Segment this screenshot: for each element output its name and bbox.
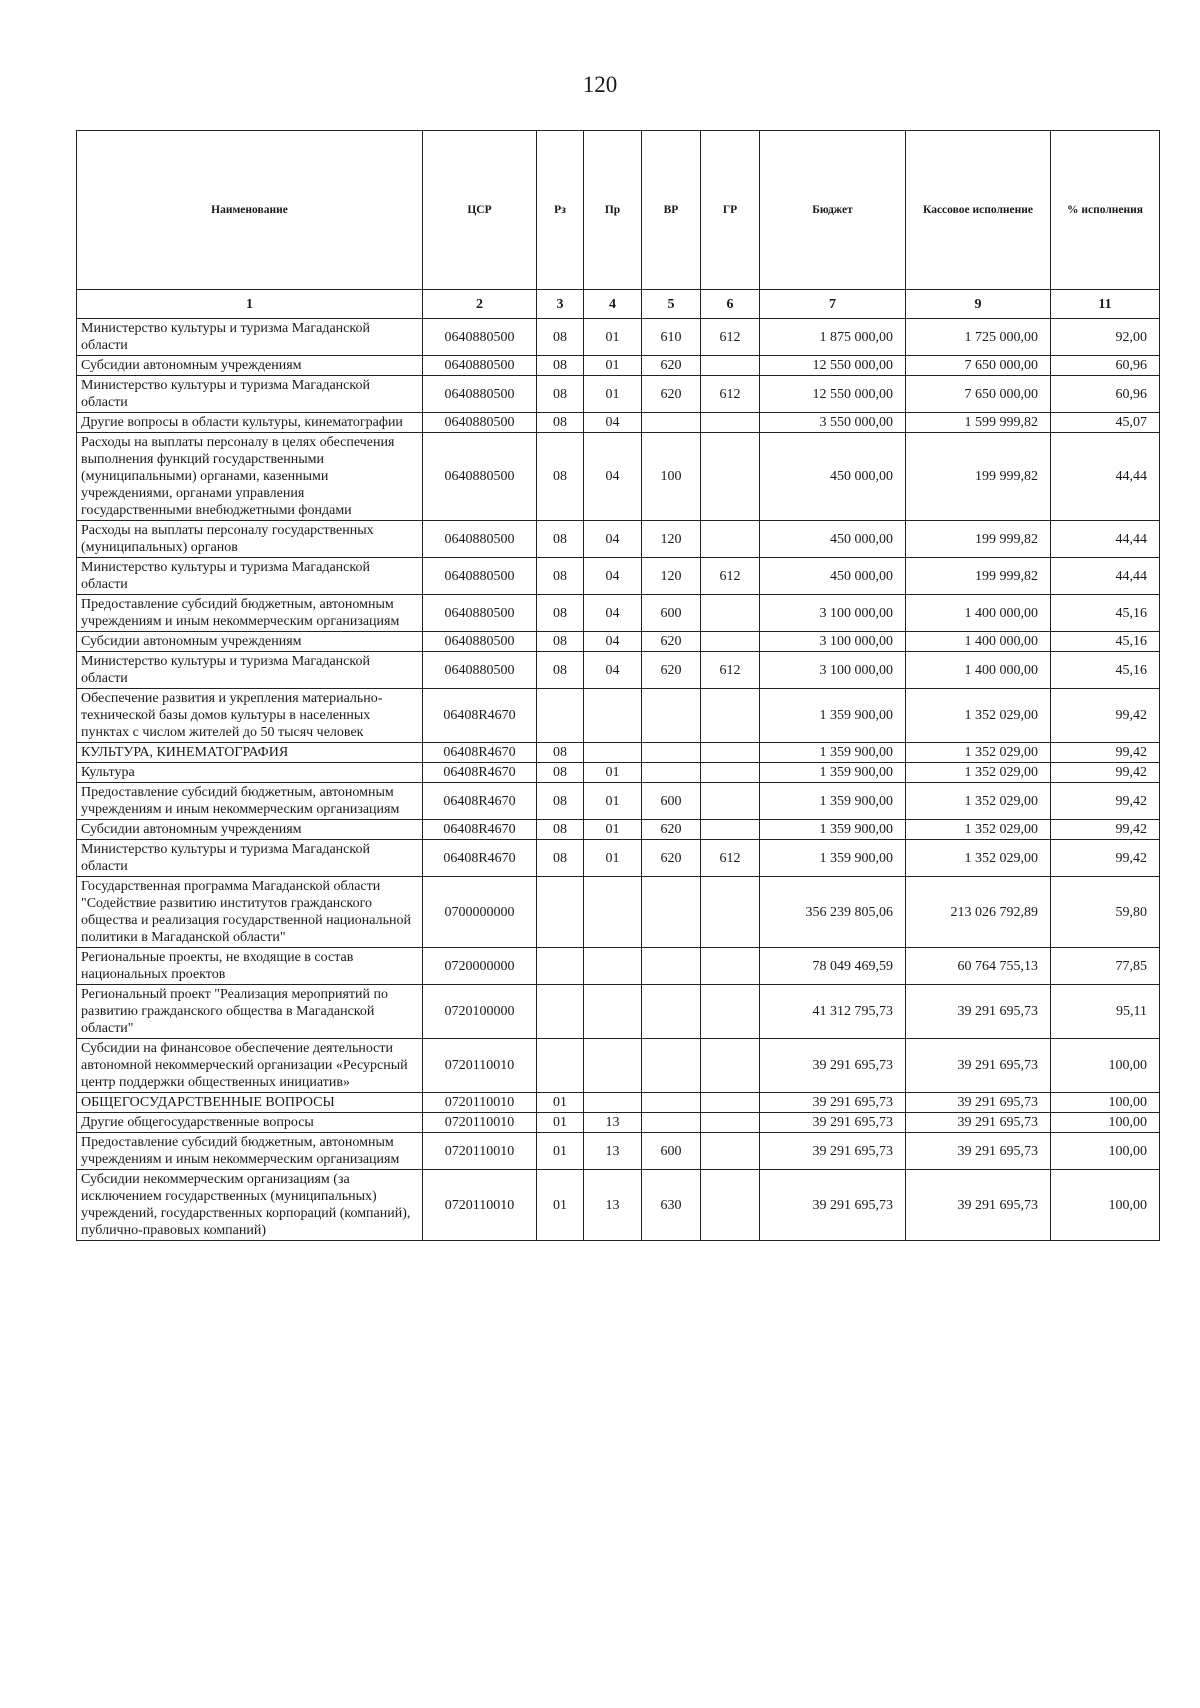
row-name: Обеспечение развития и укрепления материально-технической базы домов культуры в населенных пунктах с числом жителей до 50 тысяч человек [77, 689, 423, 743]
header-name: Наименование [77, 131, 423, 290]
row-gr [701, 985, 760, 1039]
row-vr: 620 [642, 376, 701, 413]
row-name: ОБЩЕГОСУДАРСТВЕННЫЕ ВОПРОСЫ [77, 1093, 423, 1113]
row-gr [701, 743, 760, 763]
row-pct: 45,16 [1051, 652, 1160, 689]
row-vr: 600 [642, 595, 701, 632]
row-pr [584, 743, 642, 763]
row-pct: 44,44 [1051, 433, 1160, 521]
row-pr [584, 1039, 642, 1093]
row-budget: 1 359 900,00 [760, 820, 906, 840]
row-cash: 199 999,82 [906, 521, 1051, 558]
row-cash: 213 026 792,89 [906, 877, 1051, 948]
table-row [77, 433, 1160, 521]
row-csr: 06408R4670 [423, 820, 537, 840]
row-budget: 39 291 695,73 [760, 1093, 906, 1113]
table-row [77, 1093, 1160, 1113]
row-name: Другие общегосударственные вопросы [77, 1113, 423, 1133]
table-row [77, 558, 1160, 595]
row-csr: 0640880500 [423, 376, 537, 413]
row-rz [537, 985, 584, 1039]
row-gr: 612 [701, 319, 760, 356]
row-cash: 1 352 029,00 [906, 840, 1051, 877]
row-pct: 99,42 [1051, 689, 1160, 743]
row-vr [642, 763, 701, 783]
row-csr: 06408R4670 [423, 840, 537, 877]
table-row [77, 376, 1160, 413]
row-pr: 01 [584, 763, 642, 783]
row-budget: 3 550 000,00 [760, 413, 906, 433]
row-vr [642, 1113, 701, 1133]
row-gr: 612 [701, 558, 760, 595]
column-number: 4 [584, 290, 642, 319]
column-number-row [77, 290, 1160, 319]
table-row [77, 632, 1160, 652]
row-pct: 100,00 [1051, 1170, 1160, 1241]
table-body [77, 319, 1160, 1241]
row-csr: 0640880500 [423, 319, 537, 356]
row-pr: 01 [584, 356, 642, 376]
row-budget: 1 359 900,00 [760, 763, 906, 783]
row-rz: 08 [537, 319, 584, 356]
row-vr: 610 [642, 319, 701, 356]
row-budget: 1 359 900,00 [760, 689, 906, 743]
row-pr [584, 1093, 642, 1113]
row-budget: 39 291 695,73 [760, 1133, 906, 1170]
row-rz: 08 [537, 820, 584, 840]
row-vr [642, 743, 701, 763]
table-row [77, 1133, 1160, 1170]
row-gr [701, 689, 760, 743]
row-csr: 0640880500 [423, 632, 537, 652]
row-pct: 45,07 [1051, 413, 1160, 433]
row-name: Предоставление субсидий бюджетным, автономным учреждениям и иным некоммерческим организациям [77, 1133, 423, 1170]
row-budget: 12 550 000,00 [760, 356, 906, 376]
table-row [77, 413, 1160, 433]
row-budget: 3 100 000,00 [760, 632, 906, 652]
row-budget: 12 550 000,00 [760, 376, 906, 413]
row-vr: 620 [642, 652, 701, 689]
header-gr: ГР [701, 131, 760, 290]
row-budget: 39 291 695,73 [760, 1170, 906, 1241]
row-name: Государственная программа Магаданской области "Содействие развитию институтов гражданского общества и реализация государственной национальной политики в Магаданской области" [77, 877, 423, 948]
row-gr [701, 632, 760, 652]
row-csr: 06408R4670 [423, 783, 537, 820]
row-budget: 1 359 900,00 [760, 840, 906, 877]
row-csr: 0700000000 [423, 877, 537, 948]
row-vr [642, 948, 701, 985]
row-budget: 3 100 000,00 [760, 652, 906, 689]
table-row [77, 1170, 1160, 1241]
row-name: Министерство культуры и туризма Магаданской области [77, 376, 423, 413]
column-number: 2 [423, 290, 537, 319]
row-cash: 1 352 029,00 [906, 743, 1051, 763]
table-row [77, 763, 1160, 783]
row-name: Региональный проект "Реализация мероприятий по развитию гражданского общества в Магаданской области" [77, 985, 423, 1039]
row-budget: 41 312 795,73 [760, 985, 906, 1039]
row-name: Расходы на выплаты персоналу в целях обеспечения выполнения функций государственными (муниципальными) органами, казенными учреждениями, органами управления государственными внебюджетными фондами [77, 433, 423, 521]
row-cash: 1 352 029,00 [906, 689, 1051, 743]
row-rz [537, 1039, 584, 1093]
row-rz: 08 [537, 521, 584, 558]
row-rz: 08 [537, 376, 584, 413]
row-rz: 08 [537, 763, 584, 783]
row-csr: 0720100000 [423, 985, 537, 1039]
row-pr [584, 985, 642, 1039]
row-rz: 08 [537, 433, 584, 521]
row-pr: 13 [584, 1113, 642, 1133]
row-name: Субсидии автономным учреждениям [77, 632, 423, 652]
row-pr: 04 [584, 433, 642, 521]
row-rz: 01 [537, 1133, 584, 1170]
row-rz: 01 [537, 1170, 584, 1241]
table-row [77, 521, 1160, 558]
row-pct: 44,44 [1051, 521, 1160, 558]
row-vr [642, 877, 701, 948]
table-row [77, 783, 1160, 820]
header-rz: Рз [537, 131, 584, 290]
row-gr [701, 820, 760, 840]
row-csr: 0720110010 [423, 1133, 537, 1170]
row-pct: 100,00 [1051, 1113, 1160, 1133]
row-name: Субсидии некоммерческим организациям (за исключением государственных (муниципальных) учреждений, государственных корпораций (компаний), публично-правовых компаний) [77, 1170, 423, 1241]
row-cash: 1 400 000,00 [906, 632, 1051, 652]
row-vr: 600 [642, 1133, 701, 1170]
row-cash: 39 291 695,73 [906, 1039, 1051, 1093]
row-name: Региональные проекты, не входящие в состав национальных проектов [77, 948, 423, 985]
row-gr [701, 877, 760, 948]
row-pr: 04 [584, 652, 642, 689]
row-gr [701, 763, 760, 783]
table-row [77, 689, 1160, 743]
row-rz: 08 [537, 783, 584, 820]
row-pct: 45,16 [1051, 632, 1160, 652]
header-cash: Кассовое исполнение [906, 131, 1051, 290]
row-vr: 620 [642, 840, 701, 877]
row-rz: 08 [537, 652, 584, 689]
row-pr: 01 [584, 820, 642, 840]
row-csr: 06408R4670 [423, 743, 537, 763]
row-pct: 100,00 [1051, 1133, 1160, 1170]
column-number: 1 [77, 290, 423, 319]
row-pct: 60,96 [1051, 376, 1160, 413]
row-name: Министерство культуры и туризма Магаданской области [77, 319, 423, 356]
row-budget: 1 359 900,00 [760, 783, 906, 820]
row-name: Субсидии автономным учреждениям [77, 820, 423, 840]
row-csr: 0640880500 [423, 433, 537, 521]
row-pr: 04 [584, 413, 642, 433]
column-number: 6 [701, 290, 760, 319]
row-budget: 450 000,00 [760, 521, 906, 558]
row-rz: 01 [537, 1093, 584, 1113]
table-row [77, 595, 1160, 632]
row-pct: 92,00 [1051, 319, 1160, 356]
row-pct: 45,16 [1051, 595, 1160, 632]
row-csr: 0720110010 [423, 1093, 537, 1113]
row-gr [701, 356, 760, 376]
row-name: Другие вопросы в области культуры, кинематографии [77, 413, 423, 433]
row-pr: 01 [584, 783, 642, 820]
row-name: Министерство культуры и туризма Магаданской области [77, 558, 423, 595]
row-cash: 39 291 695,73 [906, 1093, 1051, 1113]
table-row [77, 985, 1160, 1039]
row-pr: 01 [584, 319, 642, 356]
row-vr: 620 [642, 820, 701, 840]
table-row [77, 319, 1160, 356]
row-gr: 612 [701, 840, 760, 877]
row-vr: 620 [642, 632, 701, 652]
row-gr [701, 595, 760, 632]
table-row [77, 743, 1160, 763]
row-budget: 356 239 805,06 [760, 877, 906, 948]
row-name: Министерство культуры и туризма Магаданской области [77, 840, 423, 877]
row-vr: 630 [642, 1170, 701, 1241]
row-vr [642, 1093, 701, 1113]
column-number: 9 [906, 290, 1051, 319]
row-rz: 08 [537, 743, 584, 763]
row-name: Предоставление субсидий бюджетным, автономным учреждениям и иным некоммерческим организациям [77, 595, 423, 632]
row-csr: 0720110010 [423, 1039, 537, 1093]
row-rz [537, 948, 584, 985]
row-budget: 450 000,00 [760, 558, 906, 595]
row-pr: 04 [584, 632, 642, 652]
row-pct: 100,00 [1051, 1039, 1160, 1093]
row-cash: 199 999,82 [906, 433, 1051, 521]
row-csr: 0640880500 [423, 558, 537, 595]
row-cash: 1 352 029,00 [906, 820, 1051, 840]
row-cash: 39 291 695,73 [906, 1170, 1051, 1241]
row-vr [642, 1039, 701, 1093]
row-gr [701, 521, 760, 558]
row-csr: 0640880500 [423, 413, 537, 433]
row-pct: 95,11 [1051, 985, 1160, 1039]
row-pct: 44,44 [1051, 558, 1160, 595]
table-row [77, 652, 1160, 689]
row-cash: 1 400 000,00 [906, 652, 1051, 689]
row-gr [701, 433, 760, 521]
row-pct: 99,42 [1051, 743, 1160, 763]
row-pct: 99,42 [1051, 820, 1160, 840]
row-gr [701, 1113, 760, 1133]
row-cash: 199 999,82 [906, 558, 1051, 595]
row-vr [642, 985, 701, 1039]
table-row [77, 948, 1160, 985]
row-name: Предоставление субсидий бюджетным, автономным учреждениям и иным некоммерческим организациям [77, 783, 423, 820]
row-gr: 612 [701, 652, 760, 689]
table-row [77, 1113, 1160, 1133]
row-budget: 39 291 695,73 [760, 1039, 906, 1093]
header-row [77, 131, 1160, 290]
row-cash: 7 650 000,00 [906, 376, 1051, 413]
row-gr [701, 1133, 760, 1170]
row-rz: 08 [537, 840, 584, 877]
row-pct: 60,96 [1051, 356, 1160, 376]
row-cash: 39 291 695,73 [906, 1113, 1051, 1133]
row-gr [701, 1170, 760, 1241]
row-gr [701, 948, 760, 985]
row-pct: 99,42 [1051, 763, 1160, 783]
page-number: 120 [582, 72, 618, 97]
row-cash: 1 400 000,00 [906, 595, 1051, 632]
row-budget: 1 359 900,00 [760, 743, 906, 763]
row-cash: 1 599 999,82 [906, 413, 1051, 433]
row-vr [642, 413, 701, 433]
table-row [77, 877, 1160, 948]
row-cash: 39 291 695,73 [906, 985, 1051, 1039]
row-name: Министерство культуры и туризма Магаданской области [77, 652, 423, 689]
row-csr: 06408R4670 [423, 689, 537, 743]
column-number: 7 [760, 290, 906, 319]
row-vr: 600 [642, 783, 701, 820]
row-gr [701, 1039, 760, 1093]
row-pr: 13 [584, 1170, 642, 1241]
row-budget: 78 049 469,59 [760, 948, 906, 985]
row-pct: 99,42 [1051, 783, 1160, 820]
row-vr [642, 689, 701, 743]
row-name: Культура [77, 763, 423, 783]
row-csr: 0720110010 [423, 1113, 537, 1133]
row-rz: 01 [537, 1113, 584, 1133]
row-vr: 100 [642, 433, 701, 521]
table-row [77, 356, 1160, 376]
row-csr: 0640880500 [423, 521, 537, 558]
row-name: Субсидии автономным учреждениям [77, 356, 423, 376]
row-cash: 60 764 755,13 [906, 948, 1051, 985]
row-cash: 39 291 695,73 [906, 1133, 1051, 1170]
row-cash: 1 725 000,00 [906, 319, 1051, 356]
row-vr: 120 [642, 558, 701, 595]
row-budget: 39 291 695,73 [760, 1113, 906, 1133]
row-pr [584, 689, 642, 743]
row-pct: 100,00 [1051, 1093, 1160, 1113]
row-rz: 08 [537, 632, 584, 652]
row-cash: 7 650 000,00 [906, 356, 1051, 376]
row-pr: 13 [584, 1133, 642, 1170]
row-pr [584, 877, 642, 948]
row-gr [701, 413, 760, 433]
row-rz: 08 [537, 356, 584, 376]
row-budget: 450 000,00 [760, 433, 906, 521]
row-vr: 120 [642, 521, 701, 558]
row-csr: 0640880500 [423, 595, 537, 632]
row-gr [701, 1093, 760, 1113]
row-rz: 08 [537, 595, 584, 632]
header-pr: Пр [584, 131, 642, 290]
header-pct: % исполнения [1051, 131, 1160, 290]
row-csr: 0720110010 [423, 1170, 537, 1241]
row-pr: 01 [584, 840, 642, 877]
row-csr: 0640880500 [423, 652, 537, 689]
table-row [77, 820, 1160, 840]
row-csr: 06408R4670 [423, 763, 537, 783]
row-pr: 04 [584, 521, 642, 558]
row-rz [537, 689, 584, 743]
row-csr: 0720000000 [423, 948, 537, 985]
budget-execution-table [76, 130, 1160, 1241]
row-pct: 59,80 [1051, 877, 1160, 948]
table-row [77, 1039, 1160, 1093]
row-pr: 04 [584, 595, 642, 632]
table-row [77, 840, 1160, 877]
row-vr: 620 [642, 356, 701, 376]
row-pct: 99,42 [1051, 840, 1160, 877]
header-csr: ЦСР [423, 131, 537, 290]
column-number: 5 [642, 290, 701, 319]
row-pct: 77,85 [1051, 948, 1160, 985]
header-vr: ВР [642, 131, 701, 290]
row-gr: 612 [701, 376, 760, 413]
column-number: 11 [1051, 290, 1160, 319]
row-name: Субсидии на финансовое обеспечение деятельности автономной некоммерческий организации «Ресурсный центр поддержки общественных инициатив» [77, 1039, 423, 1093]
column-number: 3 [537, 290, 584, 319]
row-rz: 08 [537, 558, 584, 595]
row-name: КУЛЬТУРА, КИНЕМАТОГРАФИЯ [77, 743, 423, 763]
row-gr [701, 783, 760, 820]
header-budget: Бюджет [760, 131, 906, 290]
row-pr: 04 [584, 558, 642, 595]
row-name: Расходы на выплаты персоналу государственных (муниципальных) органов [77, 521, 423, 558]
row-rz [537, 877, 584, 948]
row-budget: 3 100 000,00 [760, 595, 906, 632]
row-rz: 08 [537, 413, 584, 433]
row-pr [584, 948, 642, 985]
row-cash: 1 352 029,00 [906, 783, 1051, 820]
row-pr: 01 [584, 376, 642, 413]
row-csr: 0640880500 [423, 356, 537, 376]
row-budget: 1 875 000,00 [760, 319, 906, 356]
row-cash: 1 352 029,00 [906, 763, 1051, 783]
